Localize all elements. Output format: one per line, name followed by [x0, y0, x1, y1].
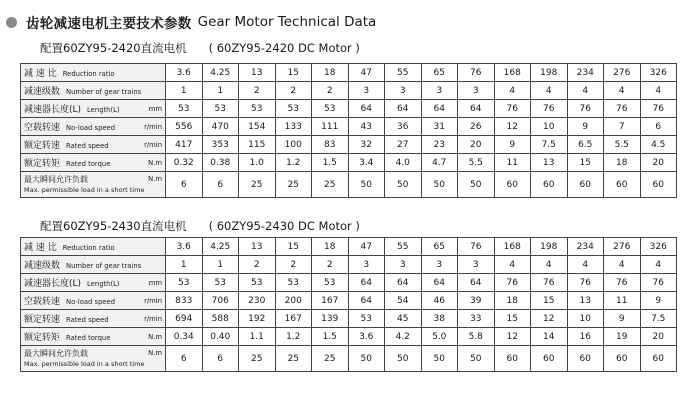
table-cell: 4.2 [385, 328, 422, 346]
table-cell: 53 [312, 274, 349, 292]
row-label-cn: 减速级数 [24, 261, 61, 271]
config-title-en: ( 60ZY95-2420 DC Motor ) [208, 41, 360, 55]
row-label-en: Number of gear trains [66, 262, 142, 270]
table-cell: 60 [567, 172, 604, 198]
row-label-cn: 最大瞬间允许负载 [24, 348, 88, 358]
table-cell: 0.38 [202, 154, 239, 172]
table-cell: 20 [458, 136, 495, 154]
page-title-en: Gear Motor Technical Data [197, 14, 377, 30]
spec-table-1 [20, 63, 677, 198]
table-cell: 53 [275, 274, 312, 292]
table-cell: 3 [348, 256, 385, 274]
config-title-en: ( 60ZY95-2430 DC Motor ) [208, 219, 360, 233]
table-cell: 2 [275, 256, 312, 274]
table-cell: 6 [166, 172, 203, 198]
row-label [21, 172, 166, 198]
table-cell: 13 [239, 238, 276, 256]
table-cell: 60 [567, 346, 604, 372]
table-cell: 25 [275, 346, 312, 372]
table-cell: 4.25 [202, 64, 239, 82]
table-cell: 76 [458, 238, 495, 256]
table-cell: 14 [531, 328, 568, 346]
table-cell: 76 [494, 100, 531, 118]
table-cell: 47 [348, 238, 385, 256]
table-cell: 76 [531, 274, 568, 292]
table-cell: 64 [421, 274, 458, 292]
table-cell: 53 [348, 310, 385, 328]
table-cell: 15 [275, 238, 312, 256]
table-cell: 100 [275, 136, 312, 154]
table-cell: 25 [239, 346, 276, 372]
table-cell: 65 [421, 238, 458, 256]
table-cell: 11 [604, 292, 641, 310]
table-cell: 9 [604, 310, 641, 328]
row-label [21, 82, 166, 100]
table-cell: 55 [385, 64, 422, 82]
table-cell: 53 [239, 100, 276, 118]
table-cell: 25 [312, 346, 349, 372]
table-row [21, 118, 677, 136]
row-label [21, 256, 166, 274]
table-cell: 1.1 [239, 328, 276, 346]
table-cell: 16 [567, 328, 604, 346]
table-cell: 45 [385, 310, 422, 328]
table-cell: 31 [421, 118, 458, 136]
table-cell: 64 [385, 274, 422, 292]
table-cell: 1 [166, 82, 203, 100]
table-cell: 76 [531, 100, 568, 118]
table-cell: 0.40 [202, 328, 239, 346]
table-cell: 326 [640, 64, 677, 82]
row-unit: mm [148, 104, 162, 113]
row-label [21, 292, 166, 310]
table-cell: 50 [348, 172, 385, 198]
table-cell: 1.5 [312, 328, 349, 346]
table-cell: 27 [385, 136, 422, 154]
table-cell: 168 [494, 64, 531, 82]
table-cell: 694 [166, 310, 203, 328]
table-cell: 60 [604, 172, 641, 198]
row-label-en: Length(L) [87, 280, 120, 288]
page-title-cn: 齿轮减速电机主要技术参数 [26, 16, 192, 32]
table-cell: 10 [567, 310, 604, 328]
table-cell: 60 [494, 346, 531, 372]
table-row [21, 274, 677, 292]
row-label-cn: 额定转速 [24, 315, 61, 325]
row-label [21, 64, 166, 82]
table-cell: 588 [202, 310, 239, 328]
table-cell: 76 [604, 274, 641, 292]
row-label [21, 136, 166, 154]
table-cell: 3.6 [166, 238, 203, 256]
table-row [21, 346, 677, 372]
table-cell: 39 [458, 292, 495, 310]
table-cell: 4 [567, 256, 604, 274]
row-label [21, 118, 166, 136]
row-unit: mm [148, 278, 162, 287]
table-cell: 65 [421, 64, 458, 82]
table-cell: 6 [202, 172, 239, 198]
table-cell: 4.0 [385, 154, 422, 172]
row-label-cn: 减速器长度(L) [24, 279, 82, 289]
table-row [21, 100, 677, 118]
table-cell: 2 [275, 82, 312, 100]
table-cell: 6.5 [567, 136, 604, 154]
table-cell: 33 [458, 310, 495, 328]
table-cell: 1 [166, 256, 203, 274]
table-cell: 53 [239, 274, 276, 292]
table-cell: 276 [604, 238, 641, 256]
table-cell: 15 [531, 292, 568, 310]
table-cell: 50 [458, 172, 495, 198]
config-title-1 [40, 40, 360, 56]
table-cell: 38 [421, 310, 458, 328]
table-cell: 53 [202, 100, 239, 118]
row-unit: r/min [144, 314, 162, 323]
row-label-en: Rated speed [66, 142, 109, 150]
table-cell: 234 [567, 64, 604, 82]
table-cell: 276 [604, 64, 641, 82]
spec-table-2 [20, 237, 677, 372]
table-row [21, 292, 677, 310]
table-cell: 3 [421, 82, 458, 100]
table-cell: 13 [239, 64, 276, 82]
table-cell: 46 [421, 292, 458, 310]
table-cell: 32 [348, 136, 385, 154]
table-cell: 6 [202, 346, 239, 372]
table-cell: 50 [458, 346, 495, 372]
table-cell: 64 [348, 292, 385, 310]
table-cell: 139 [312, 310, 349, 328]
table-cell: 4.5 [640, 136, 677, 154]
table-cell: 47 [348, 64, 385, 82]
row-unit: r/min [144, 140, 162, 149]
row-unit: r/min [144, 122, 162, 131]
table-cell: 19 [604, 328, 641, 346]
row-label-cn: 额定转速 [24, 141, 61, 151]
table-cell: 83 [312, 136, 349, 154]
table-cell: 13 [531, 154, 568, 172]
table-cell: 20 [640, 154, 677, 172]
table-cell: 5.5 [458, 154, 495, 172]
table-cell: 353 [202, 136, 239, 154]
table-cell: 3.4 [348, 154, 385, 172]
row-label-cn: 额定转矩 [24, 333, 61, 343]
table-cell: 1.2 [275, 328, 312, 346]
row-label-en: Rated torque [66, 334, 111, 342]
table-cell: 11 [494, 154, 531, 172]
table-cell: 76 [604, 100, 641, 118]
table-row [21, 82, 677, 100]
table-cell: 53 [202, 274, 239, 292]
row-label-en: Rated speed [66, 316, 109, 324]
table-cell: 168 [494, 238, 531, 256]
table-cell: 115 [239, 136, 276, 154]
table-cell: 4.7 [421, 154, 458, 172]
row-unit: r/min [144, 296, 162, 305]
row-label-en: No-load speed [66, 124, 116, 132]
table-cell: 417 [166, 136, 203, 154]
table-cell: 55 [385, 238, 422, 256]
row-unit: N.m [148, 332, 162, 341]
table-cell: 3 [458, 256, 495, 274]
row-label [21, 274, 166, 292]
table-cell: 7.5 [531, 136, 568, 154]
row-label [21, 346, 166, 372]
config-title-cn: 配置60ZY95-2420直流电机 [40, 41, 187, 55]
table-cell: 12 [531, 310, 568, 328]
table-cell: 4.25 [202, 238, 239, 256]
row-label-cn: 减 速 比 [24, 243, 57, 253]
row-label [21, 238, 166, 256]
row-unit: N.m [148, 349, 162, 357]
table-cell: 4 [494, 82, 531, 100]
table-cell: 76 [458, 64, 495, 82]
table-cell: 4 [604, 82, 641, 100]
table-cell: 64 [348, 100, 385, 118]
page-header [6, 11, 376, 33]
table-cell: 9 [567, 118, 604, 136]
row-unit: N.m [148, 175, 162, 183]
table-cell: 2 [239, 82, 276, 100]
table-cell: 0.34 [166, 328, 203, 346]
table-cell: 18 [312, 238, 349, 256]
table-cell: 60 [531, 172, 568, 198]
table-cell: 60 [640, 346, 677, 372]
table-cell: 7 [604, 118, 641, 136]
row-label-cn: 空载转速 [24, 123, 61, 133]
table-row [21, 154, 677, 172]
table-cell: 3.6 [166, 64, 203, 82]
table-cell: 470 [202, 118, 239, 136]
table-cell: 53 [275, 100, 312, 118]
table-cell: 3.6 [348, 328, 385, 346]
row-label-en: No-load speed [66, 298, 116, 306]
row-label-cn: 空载转速 [24, 297, 61, 307]
table-cell: 154 [239, 118, 276, 136]
row-label-cn: 最大瞬间允许负载 [24, 174, 88, 184]
table-cell: 4 [604, 256, 641, 274]
table-cell: 50 [421, 172, 458, 198]
table-cell: 53 [312, 100, 349, 118]
table-cell: 5.0 [421, 328, 458, 346]
row-label-en: Rated torque [66, 160, 111, 168]
table-cell: 167 [275, 310, 312, 328]
row-label-en: Number of gear trains [66, 88, 142, 96]
table-cell: 833 [166, 292, 203, 310]
table-cell: 4 [640, 82, 677, 100]
table-cell: 326 [640, 238, 677, 256]
table-cell: 12 [494, 118, 531, 136]
table-row [21, 64, 677, 82]
table-cell: 1 [202, 256, 239, 274]
row-label-en: Reduction ratio [62, 70, 115, 78]
table-cell: 1 [202, 82, 239, 100]
table-cell: 2 [312, 256, 349, 274]
config-title-cn: 配置60ZY95-2430直流电机 [40, 219, 187, 233]
table-cell: 50 [385, 172, 422, 198]
table-cell: 60 [604, 346, 641, 372]
table-cell: 4 [531, 256, 568, 274]
table-cell: 25 [275, 172, 312, 198]
table-cell: 1.5 [312, 154, 349, 172]
table-cell: 36 [385, 118, 422, 136]
table-row [21, 328, 677, 346]
row-label-cn: 额定转矩 [24, 159, 61, 169]
table-cell: 5.8 [458, 328, 495, 346]
table-cell: 167 [312, 292, 349, 310]
row-unit: N.m [148, 158, 162, 167]
table-cell: 9 [640, 292, 677, 310]
table-cell: 556 [166, 118, 203, 136]
table-cell: 12 [494, 328, 531, 346]
table-cell: 76 [640, 274, 677, 292]
table-cell: 706 [202, 292, 239, 310]
table-cell: 2 [239, 256, 276, 274]
row-label-cn: 减 速 比 [24, 69, 57, 79]
table-cell: 64 [458, 100, 495, 118]
table-cell: 60 [640, 172, 677, 198]
table-cell: 15 [275, 64, 312, 82]
table-cell: 234 [567, 238, 604, 256]
row-label-en: Max. permissible load in a short time [24, 359, 145, 368]
config-title-2 [40, 218, 360, 234]
table-cell: 25 [239, 172, 276, 198]
table-cell: 50 [348, 346, 385, 372]
table-cell: 2 [312, 82, 349, 100]
table-cell: 64 [385, 100, 422, 118]
table-cell: 3 [385, 82, 422, 100]
table-cell: 18 [494, 292, 531, 310]
row-label [21, 310, 166, 328]
table-cell: 60 [531, 346, 568, 372]
row-label-en: Length(L) [87, 106, 120, 114]
table-cell: 26 [458, 118, 495, 136]
bullet-icon [6, 17, 17, 28]
table-cell: 0.32 [166, 154, 203, 172]
table-row [21, 310, 677, 328]
table-cell: 6 [166, 346, 203, 372]
table-cell: 9 [494, 136, 531, 154]
row-label [21, 328, 166, 346]
table-cell: 6 [640, 118, 677, 136]
table-cell: 4 [494, 256, 531, 274]
table-cell: 18 [312, 64, 349, 82]
table-cell: 53 [166, 100, 203, 118]
table-cell: 198 [531, 238, 568, 256]
table-cell: 1.0 [239, 154, 276, 172]
table-row [21, 172, 677, 198]
table-cell: 4 [531, 82, 568, 100]
table-cell: 230 [239, 292, 276, 310]
table-cell: 4 [640, 256, 677, 274]
table-cell: 10 [531, 118, 568, 136]
table-row [21, 136, 677, 154]
table-cell: 3 [348, 82, 385, 100]
table-cell: 13 [567, 292, 604, 310]
table-cell: 64 [348, 274, 385, 292]
table-cell: 76 [567, 274, 604, 292]
table-cell: 64 [421, 100, 458, 118]
table-cell: 76 [494, 274, 531, 292]
table-cell: 192 [239, 310, 276, 328]
table-cell: 50 [385, 346, 422, 372]
table-cell: 200 [275, 292, 312, 310]
row-label-cn: 减速器长度(L) [24, 105, 82, 115]
table-cell: 3 [385, 256, 422, 274]
table-row [21, 256, 677, 274]
table-cell: 64 [458, 274, 495, 292]
row-label [21, 100, 166, 118]
table-cell: 53 [166, 274, 203, 292]
table-row [21, 238, 677, 256]
table-cell: 76 [567, 100, 604, 118]
table-cell: 43 [348, 118, 385, 136]
table-cell: 15 [494, 310, 531, 328]
table-cell: 25 [312, 172, 349, 198]
table-cell: 20 [640, 328, 677, 346]
table-cell: 133 [275, 118, 312, 136]
table-cell: 15 [567, 154, 604, 172]
row-label-en: Reduction ratio [62, 244, 115, 252]
table-cell: 60 [494, 172, 531, 198]
table-cell: 3 [458, 82, 495, 100]
row-label-cn: 减速级数 [24, 87, 61, 97]
table-cell: 23 [421, 136, 458, 154]
table-cell: 7.5 [640, 310, 677, 328]
table-cell: 5.5 [604, 136, 641, 154]
table-cell: 4 [567, 82, 604, 100]
table-cell: 111 [312, 118, 349, 136]
table-cell: 54 [385, 292, 422, 310]
table-cell: 3 [421, 256, 458, 274]
row-label-en: Max. permissible load in a short time [24, 185, 145, 194]
table-cell: 1.2 [275, 154, 312, 172]
row-label [21, 154, 166, 172]
table-cell: 76 [640, 100, 677, 118]
table-cell: 50 [421, 346, 458, 372]
table-cell: 18 [604, 154, 641, 172]
table-cell: 198 [531, 64, 568, 82]
